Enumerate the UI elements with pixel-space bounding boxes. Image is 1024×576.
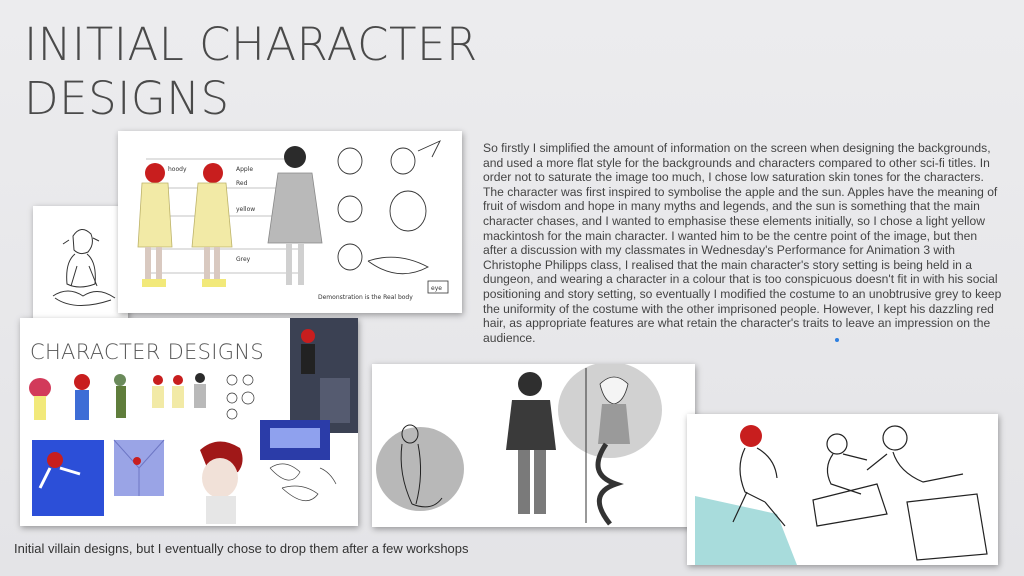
seated-sketch-card	[33, 206, 128, 330]
character-designs-card	[20, 318, 358, 526]
body-paragraph: So firstly I simplified the amount of information on the screen when designing the backgrounds, and used a more flat style for the backgrounds and characters compared to other sci-fi titles. In order not to saturate the image too much, I chose low saturation skin tones for the characters. The character was first inspired to symbolise the apple and the sun. Apples have the meaning of fruit of wisdom and hope in many myths and legends, and the sun is something that the main character chases, and I wanted to emphasise these elements initially, so I chose a light yellow mackintosh for the main character. I wanted him to be the centre point of the image, but then after a discussion with my classmates in Wednesday's Performance for Animation 3 with Christophe Philipps class, I realised that the main character's story setting is being held in a dungeon, and wearing a character in a colour that is too conspicuous doesn't fit in with his social positioning and story setting, so eventually I modified the costume to an unobtrusive grey to keep the uniformity of the costume with the other imprisoned people. However, I kept his dazzling red hair, as appropriate features are what retain the character's traits to leave an impression on the audience.	[483, 141, 1002, 345]
slide-title-line-1: INITIAL CHARACTER	[24, 18, 478, 71]
note-demonstration: Demonstration is the Real body	[318, 294, 413, 301]
character-designs-collage	[20, 318, 358, 526]
note-hoody: hoody	[168, 166, 187, 173]
note-apple: Apple	[236, 166, 254, 173]
pointer-dot	[835, 338, 839, 342]
villain-designs-illustration	[372, 364, 695, 527]
note-yellow: yellow	[236, 206, 256, 213]
slide-title	[24, 18, 544, 126]
character-designs-title: CHARACTER DESIGNS	[30, 340, 264, 364]
villain-caption: Initial villain designs, but I eventually chose to drop them after a few workshops	[14, 541, 469, 556]
note-red: Red	[236, 180, 248, 187]
character-turnaround-sheet	[118, 131, 462, 313]
turnaround-sheet-card	[118, 131, 462, 313]
note-grey: Grey	[236, 256, 251, 263]
slide-title-line-2: DESIGNS	[24, 72, 230, 125]
action-sketch-card	[687, 414, 998, 565]
seated-character-sketch	[33, 206, 128, 330]
villain-designs-card	[372, 364, 695, 527]
note-eye: eye	[431, 285, 442, 292]
action-pose-sketch	[687, 414, 998, 565]
